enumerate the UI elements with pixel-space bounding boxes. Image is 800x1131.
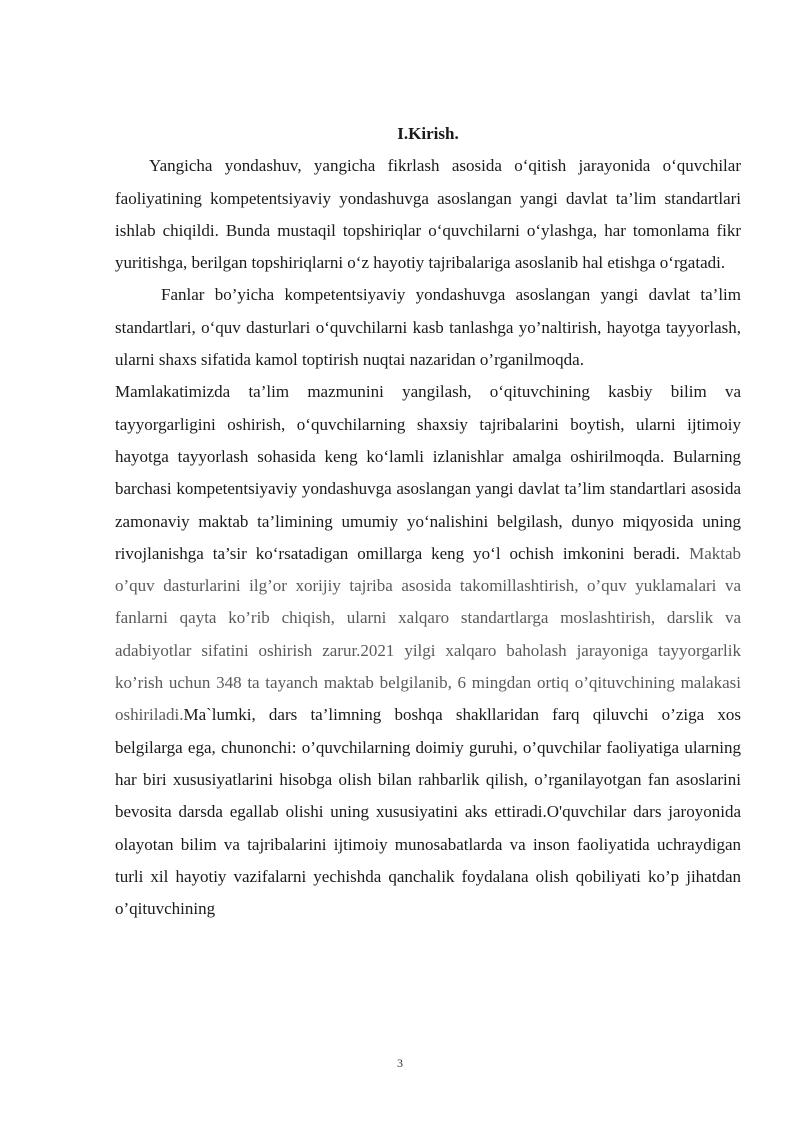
page-number: 3 [397, 1056, 403, 1070]
paragraph-2: Fanlar bo’yicha kompetentsiyaviy yondashuvga asoslangan yangi davlat ta’lim standartlari, o‘quv dasturlari o‘quvchilarni kasb tanlashga yo’naltirish, hayotga tayyorlash, ularni shaxs sifatida kamol toptirish nuqtai nazaridan o’rganilmoqda. [115, 285, 741, 370]
paragraph-3 [115, 376, 741, 925]
section-title: I.Kirish. [397, 124, 459, 143]
paragraph-3-part-2: Maktab o’quv dasturlarini ilg’or xorijiy tajriba asosida takomillashtirish, o’quv yuklamalari va fanlarni qayta ko’rib chiqish, ularni xalqaro standartlarga moslashtirish, darslik va adabiyotlar sifatini oshirish zarur.2021 yilgi xalqaro baholash jarayoniga tayyorgarlik ko’rish uchun 348 ta tayanch maktab belgilanib, 6 mingdan ortiq o’qituvchining malakasi oshiriladi. [115, 543, 742, 725]
page-body [115, 118, 741, 925]
paragraph-3-part-1: Mamlakatimizda ta’lim mazmunini yangilash, o‘qituvchining kasbiy bilim va tayyorgarligini oshirish, o‘quvchilarning shaxsiy tajribalarini boytish, ularni ijtimoiy hayotga tayyorlash sohasida keng ko‘lamli izlanishlar amalga oshirilmoqda. Bularning barchasi kompetentsiyaviy yondashuvga asoslangan yangi davlat ta’lim standartlari asosida zamonaviy maktab ta’limining umumiy yo‘nalishini belgilash, dunyo miqyosida uning rivojlanishga ta’sir ko‘rsatadigan omillarga keng yo‘l ochish imkonini beradi. [115, 382, 741, 563]
paragraph-3-part-3: Ma`lumki, dars ta’limning boshqa shakllaridan farq qiluvchi o’ziga xos belgilarga ega, chunonchi: o’quvchilarning doimiy guruhi, o’quvchilar faoliyatiga ularning har biri xususiyatlarini hisobga olish bilan rahbarlik qilish, o’rganilayotgan fan asoslarini bevosita darsda egallab olishi uning xususiyatini aks ettiradi.O'quvchilar dars jaroyonida olayotan bilim va tajribalarini ijtimoiy munosabatlarda va inson faoliyatida uchraydigan turli xil hayotiy vazifalarni yechishda qanchalik foydalana olish qobiliyati ko’p jihatdan o’qituvchining [115, 705, 741, 919]
paragraph-1: Yangicha yondashuv, yangicha fikrlash asosida o‘qitish jarayonida o‘quvchilar faoliyatining kompetentsiyaviy yondashuvga asoslangan yangi davlat ta’lim standartlari ishlab chiqildi. Bunda mustaqil topshiriqlar o‘quvchilarni o‘ylashga, har tomonlama fikr yuritishga, berilgan topshiriqlarni o‘z hayotiy tajribalariga asoslanib hal etishga o‘rgatadi. [115, 156, 741, 273]
